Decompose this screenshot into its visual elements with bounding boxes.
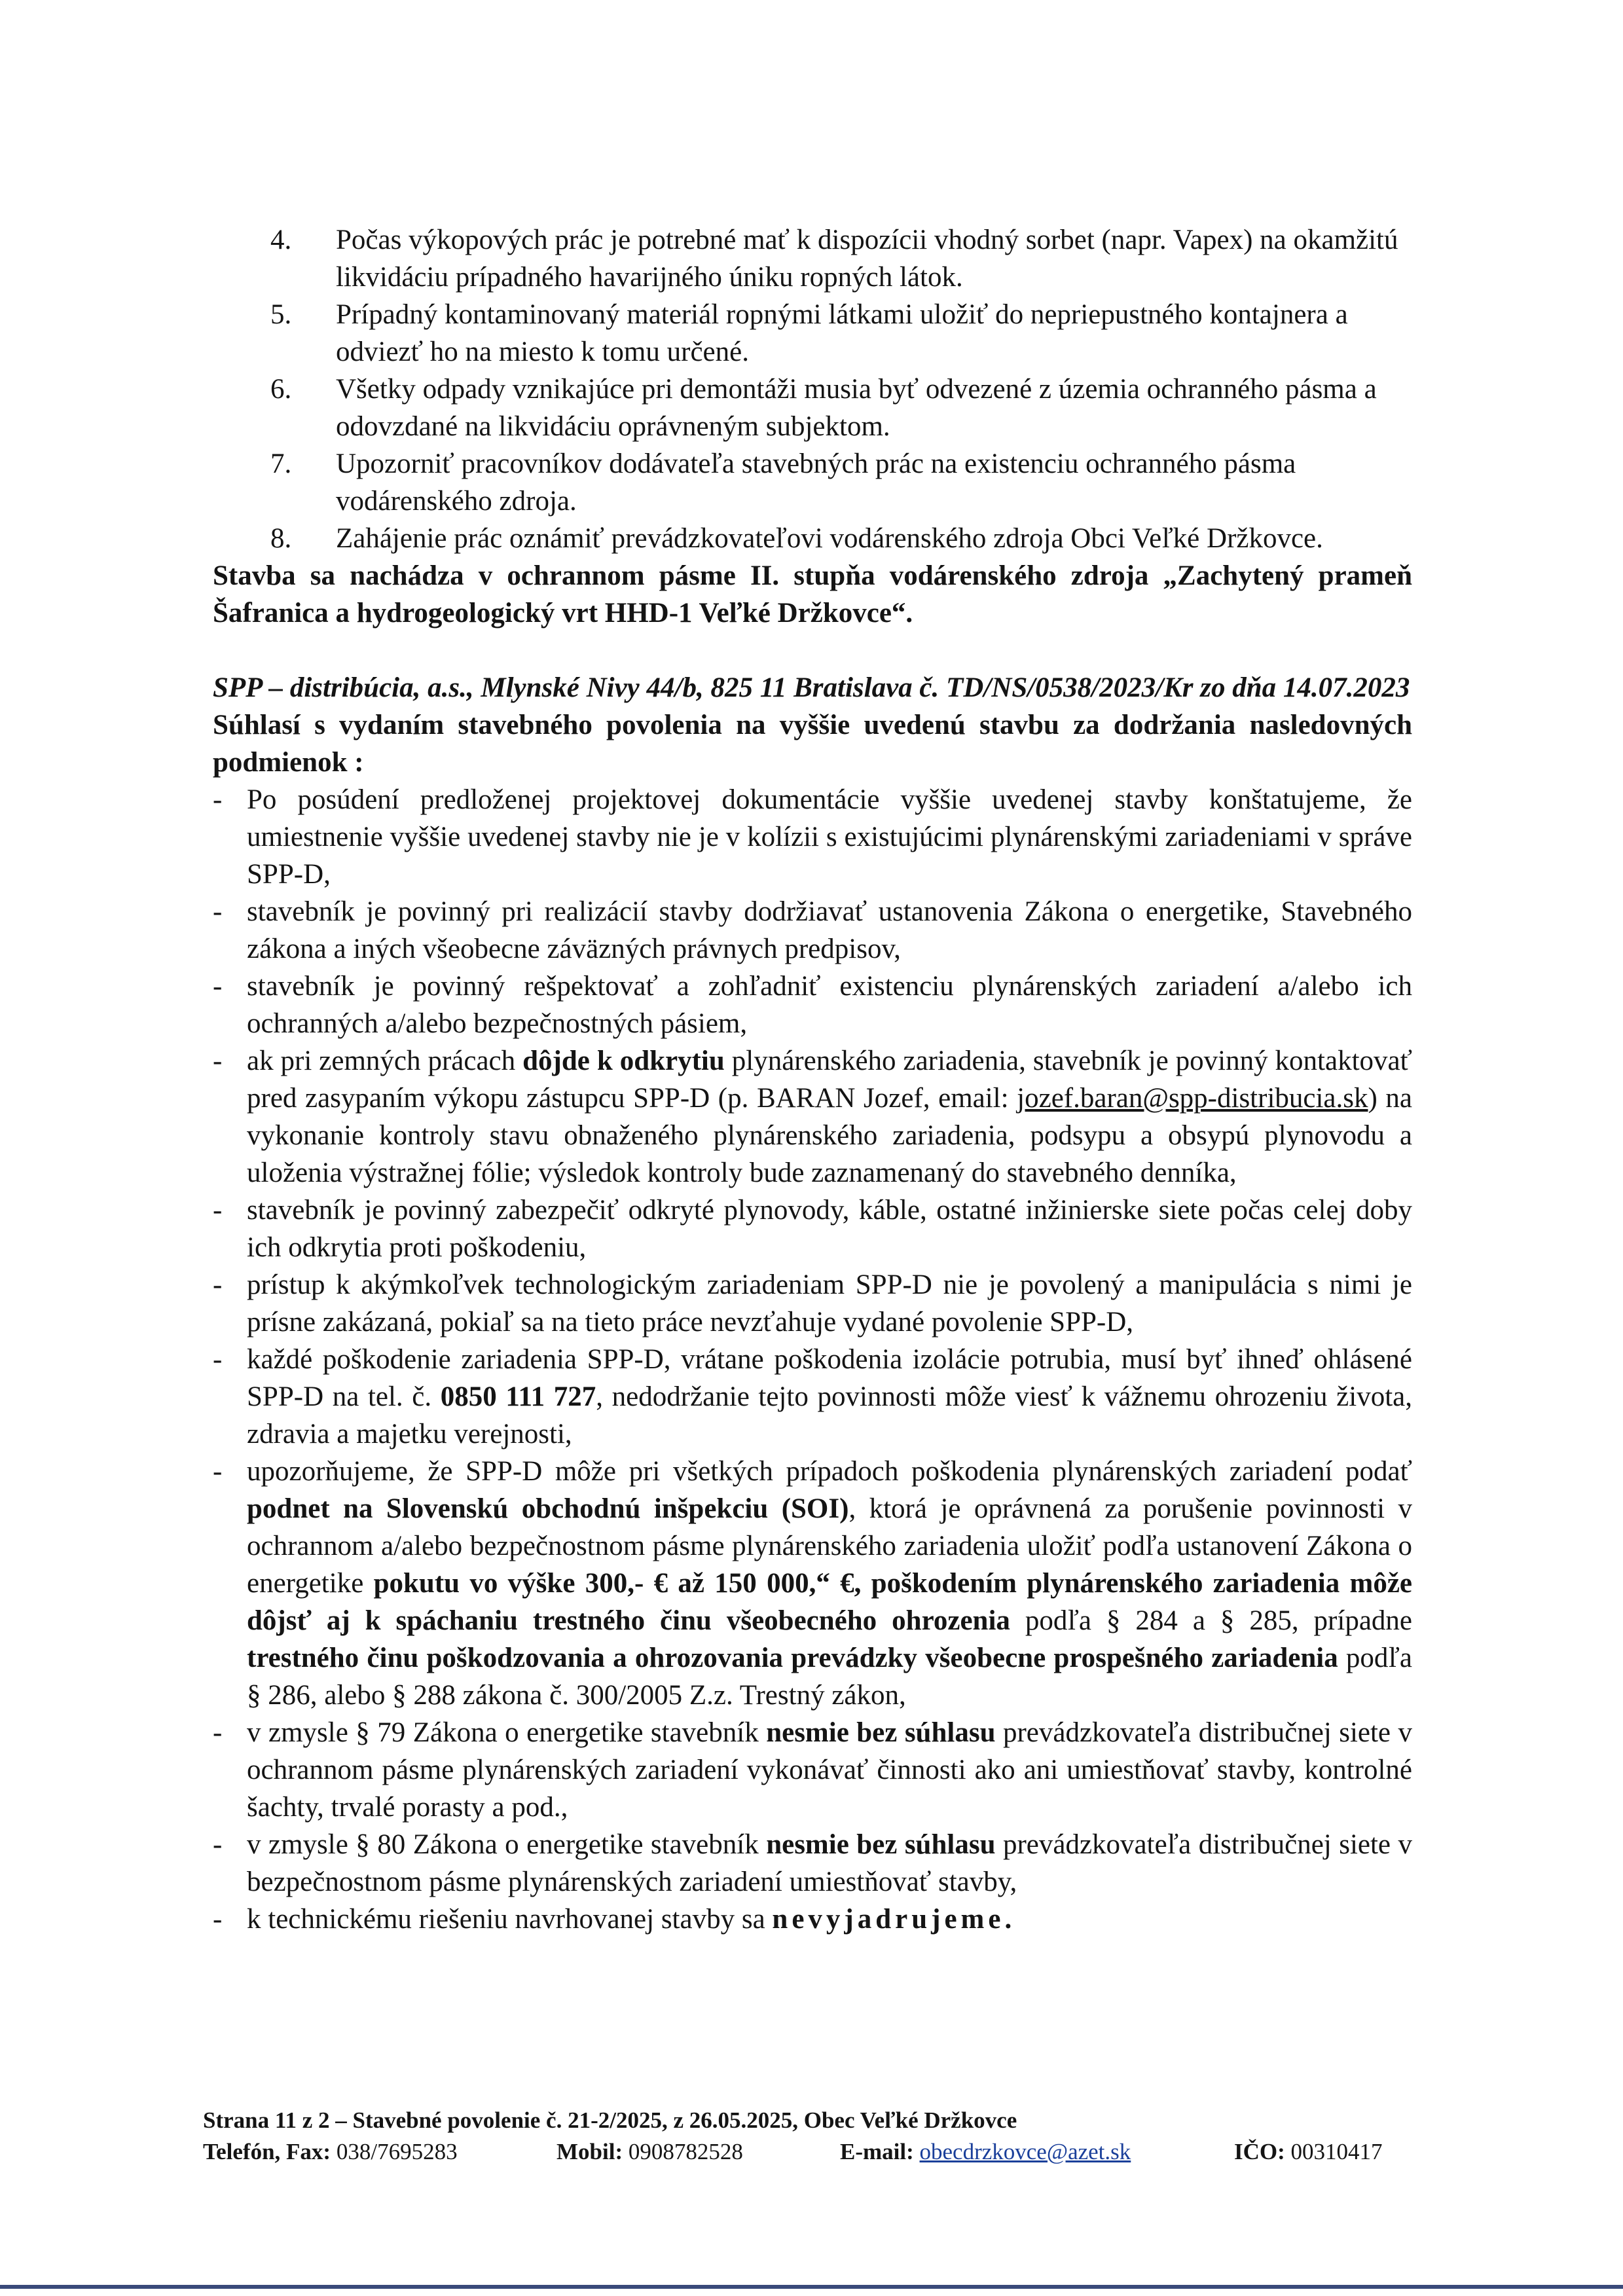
dash-marker: -	[213, 1046, 223, 1076]
dash-marker: -	[213, 1904, 223, 1935]
list-item-text	[247, 1901, 1412, 1938]
condition-number: 6.	[270, 374, 292, 405]
list-item	[213, 1714, 1412, 1826]
footer-contact-row	[203, 2136, 1447, 2168]
text-segment: každé poškodenie zariadenia SPP-D, vrátane poškodenia izolácie potrubia, musí byť ihneď ohlásené SPP-D na tel. č.	[247, 1344, 1412, 1412]
text-segment: ak pri zemných prácach	[247, 1046, 523, 1076]
dash-marker: -	[213, 896, 223, 927]
document-body	[213, 221, 1412, 1938]
consent-heading: Súhlasí s vydaním stavebného povolenia na vyššie uvedenú stavbu za dodržania nasledovných podmienok :	[213, 710, 1412, 778]
page-bottom-border	[0, 2285, 1623, 2289]
list-item	[213, 1042, 1412, 1192]
phone-label: Telefón, Fax:	[203, 2139, 331, 2164]
phone-number: 0850 111 727	[440, 1381, 596, 1412]
bold-segment: pokutu vo výške 300,- € až 150 000,“ €, poškodením plynárenského zariadenia môže dôjsť aj k spáchaniu trestného činu všeobecného ohrozenia	[247, 1568, 1413, 1636]
spp-header: SPP – distribúcia, a.s., Mlynské Nivy 44/b, 825 11 Bratislava č. TD/NS/0538/2023/Kr zo dňa 14.07.2023	[213, 672, 1410, 703]
list-item-text: stavebník je povinný zabezpečiť odkryté plynovody, káble, ostatné inžinierske siete počas celej doby ich odkrytia proti poškodeniu,	[247, 1195, 1412, 1263]
condition-number: 4.	[270, 225, 292, 255]
text-segment: , ktorá je oprávnená za porušenie povinnosti v ochrannom a/alebo bezpečnostnom pásme plynárenského zariadenia uložiť podľa ustanovení Zákona o energetike	[247, 1493, 1412, 1599]
condition-text: Počas výkopových prác je potrebné mať k dispozícii vhodný sorbet (napr. Vapex) na okamžitú likvidáciu prípadného havarijného úniku ropných látok.	[336, 225, 1398, 293]
text-segment: podľa § 286, alebo § 288 zákona č. 300/2005 Z.z. Trestný zákon,	[247, 1643, 1412, 1711]
list-item	[213, 1453, 1412, 1714]
bold-segment: podnet na Slovenskú obchodnú inšpekciu (SOI)	[247, 1493, 849, 1524]
list-item	[213, 968, 1412, 1042]
condition-item	[213, 371, 1412, 445]
bold-segment: dôjde k odkrytiu	[522, 1046, 725, 1076]
list-item-text	[247, 1042, 1412, 1192]
text-segment: prevádzkovateľa distribučnej siete v bezpečnostnom pásme plynárenských zariadení umiestňovať stavby,	[247, 1829, 1412, 1897]
list-item	[213, 893, 1412, 968]
spacer	[213, 632, 1412, 669]
list-item	[213, 1266, 1412, 1341]
condition-item	[213, 296, 1412, 371]
list-item-text: Po posúdení predloženej projektovej dokumentácie vyššie uvedenej stavby konštatujeme, že umiestnenie vyššie uvedenej stavby nie je v kolízii s existujúcimi plynárenskými zariadeniami v správe SPP-D,	[247, 784, 1412, 890]
list-item	[213, 1901, 1412, 1938]
footer-mobile	[556, 2136, 840, 2168]
condition-text: Upozorniť pracovníkov dodávateľa stavebných prác na existenciu ochranného pásma vodárenského zdroja.	[336, 448, 1296, 517]
phone-value: 038/7695283	[331, 2139, 458, 2164]
footer-email	[840, 2136, 1234, 2168]
dash-marker: -	[213, 1456, 223, 1487]
list-item	[213, 781, 1412, 893]
dash-marker: -	[213, 1717, 223, 1748]
condition-text: Všetky odpady vznikajúce pri demontáži musia byť odvezené z územia ochranného pásma a odovzdané na likvidáciu oprávneným subjektom.	[336, 374, 1377, 442]
list-item-text	[247, 1453, 1412, 1714]
bold-segment: trestného činu poškodzovania a ohrozovania prevádzky všeobecne prospešného zariadenia	[247, 1643, 1338, 1673]
text-segment: , nedodržanie tejto povinnosti môže viesť k vážnemu ohrozeniu života, zdravia a majetku verejnosti,	[247, 1381, 1412, 1449]
email-label: E-mail:	[840, 2139, 914, 2164]
list-item	[213, 1341, 1412, 1453]
footer-ico	[1234, 2136, 1383, 2168]
dash-marker: -	[213, 1344, 223, 1375]
email-link[interactable]: jozef.baran@spp-distribucia.sk	[1017, 1083, 1368, 1114]
condition-text: Zahájenie prác oznámiť prevádzkovateľovi vodárenského zdroja Obci Veľké Držkovce.	[336, 523, 1323, 554]
list-item	[213, 1192, 1412, 1266]
condition-number: 8.	[270, 523, 292, 554]
text-segment: v zmysle § 80 Zákona o energetike stavebník	[247, 1829, 767, 1860]
condition-number: 5.	[270, 299, 292, 330]
list-item-text	[247, 1714, 1412, 1826]
dash-marker: -	[213, 784, 223, 815]
condition-number: 7.	[270, 448, 292, 479]
footer-line-1: Strana 11 z 2 – Stavebné povolenie č. 21-2/2025, z 26.05.2025, Obec Veľké Držkovce	[203, 2107, 1017, 2133]
bold-segment: nesmie bez súhlasu	[766, 1717, 996, 1748]
footer-phone	[203, 2136, 556, 2168]
list-item-text	[247, 1826, 1412, 1901]
page-footer	[203, 2105, 1447, 2168]
bold-segment: nesmie bez súhlasu	[766, 1829, 996, 1860]
text-segment: v zmysle § 79 Zákona o energetike stavebník	[247, 1717, 767, 1748]
text-segment: k technickému riešeniu navrhovanej stavby sa	[247, 1904, 773, 1935]
dash-marker: -	[213, 1269, 223, 1300]
condition-item	[213, 445, 1412, 520]
condition-item	[213, 520, 1412, 557]
list-item-text: stavebník je povinný pri realizácií stavby dodržiavať ustanovenia Zákona o energetike, Stavebného zákona a iných všeobecne záväzných právnych predpisov,	[247, 896, 1412, 964]
mobile-value: 0908782528	[623, 2139, 743, 2164]
text-segment: ) na vykonanie kontroly stavu obnaženého plynárenského zariadenia, podsypu a obsypú plynovodu a uloženia výstražnej fólie; výsledok kontroly bude zaznamenaný do stavebného denníka,	[247, 1083, 1412, 1188]
condition-item	[213, 221, 1412, 296]
footer-email-link[interactable]: obecdrzkovce@azet.sk	[919, 2139, 1131, 2164]
ico-value: 00310417	[1285, 2139, 1383, 2164]
dash-marker: -	[213, 971, 223, 1002]
protection-zone-note: Stavba sa nachádza v ochrannom pásme II. stupňa vodárenského zdroja „Zachytený prameň Šafranica a hydrogeologický vrt HHD-1 Veľké Držkovce“.	[213, 560, 1412, 629]
ico-label: IČO:	[1234, 2139, 1285, 2164]
mobile-label: Mobil:	[556, 2139, 623, 2164]
text-segment: upozorňujeme, že SPP-D môže pri všetkých prípadoch poškodenia plynárenských zariadení podať	[247, 1456, 1412, 1487]
text-segment: podľa § 284 a § 285, prípadne	[1010, 1605, 1412, 1636]
text-segment: plynárenského zariadenia, stavebník je povinný kontaktovať pred zasypaním výkopu zástupcu SPP-D (p. BARAN Jozef, email:	[247, 1046, 1412, 1114]
text-segment: prevádzkovateľa distribučnej siete v ochrannom pásme plynárenských zariadení vykonávať činnosti ako ani umiestňovať stavby, kontrolné šachty, trvalé porasty a pod.,	[247, 1717, 1412, 1823]
dash-marker: -	[213, 1829, 223, 1860]
spaced-bold-segment: nevyjadrujeme.	[772, 1904, 1016, 1935]
dash-marker: -	[213, 1195, 223, 1226]
list-item	[213, 1826, 1412, 1901]
condition-text: Prípadný kontaminovaný materiál ropnými látkami uložiť do nepriepustného kontajnera a odviezť ho na miesto k tomu určené.	[336, 299, 1348, 367]
list-item-text: prístup k akýmkoľvek technologickým zariadeniam SPP-D nie je povolený a manipulácia s nimi je prísne zakázaná, pokiaľ sa na tieto práce nevzťahuje vydané povolenie SPP-D,	[247, 1269, 1412, 1338]
list-item-text	[247, 1341, 1412, 1453]
list-item-text: stavebník je povinný rešpektovať a zohľadniť existenciu plynárenských zariadení a/alebo ich ochranných a/alebo bezpečnostných pásiem,	[247, 971, 1412, 1039]
